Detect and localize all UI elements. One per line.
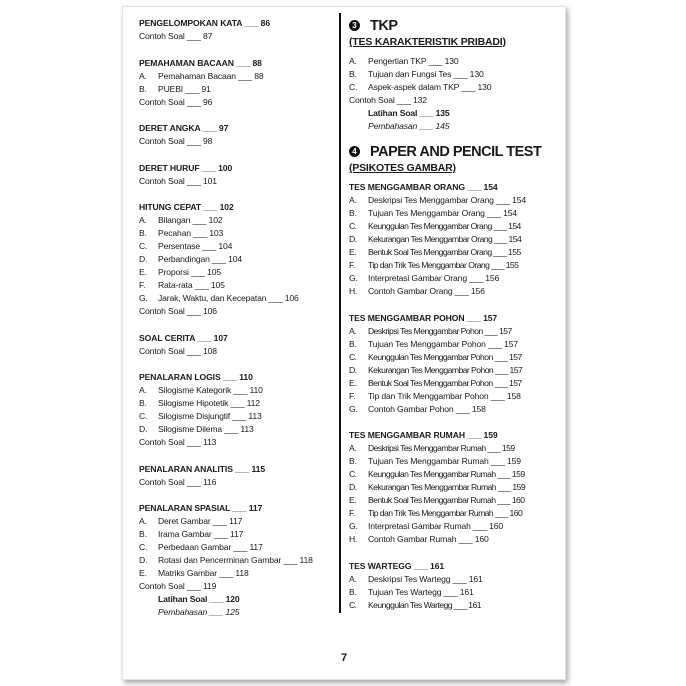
entry-letter: E. (349, 247, 357, 257)
entry-letter: B. (349, 456, 357, 466)
toc-entry (349, 468, 559, 481)
entry-text: Silogisme Dilema ___ 113 (158, 424, 254, 434)
toc-entry (139, 227, 329, 240)
toc-entry (349, 285, 559, 298)
entry-letter: C. (349, 469, 357, 479)
entry-text: Perbandingan ___ 104 (158, 254, 242, 264)
toc-entry (349, 220, 559, 233)
toc-entry (349, 403, 559, 416)
section-title: DERET ANGKA ___ 97 (139, 123, 229, 133)
toc-entry (349, 586, 559, 599)
entry-letter: A. (349, 443, 357, 453)
entry-letter: B. (139, 228, 147, 238)
entry-text: Keunggulan Tes Menggambar Pohon ___ 157 (368, 351, 522, 362)
entry-text: Bentuk Soal Tes Menggambar Orang ___ 155 (368, 247, 521, 257)
toc-section (349, 560, 559, 612)
entry-text: Kekurangan Tes Menggambar Rumah ___ 159 (368, 482, 526, 492)
chapter-3 (349, 17, 559, 133)
toc-entry (349, 533, 559, 546)
toc-entry (139, 83, 329, 96)
section-title: TES MENGGAMBAR POHON ___ 157 (349, 312, 498, 323)
toc-section (139, 201, 329, 318)
toc-section (349, 312, 559, 416)
chapter-4-sections (349, 181, 559, 612)
entry-text: Tujuan Tes Menggambar Orang ___ 154 (368, 208, 518, 218)
column-divider (339, 13, 341, 613)
entry-letter: G. (349, 273, 358, 283)
entry-letter: A. (349, 195, 357, 205)
entry-text: Pemahaman Bacaan ___ 88 (158, 70, 264, 81)
toc-entry (139, 240, 329, 253)
toc-section (139, 332, 329, 358)
chapter-4-subtitle: (PSIKOTES GAMBAR) (349, 162, 456, 174)
toc-section (349, 181, 559, 298)
entry-text: Keunggulan Tes Menggambar Rumah ___ 159 (368, 469, 525, 479)
entry-text: Deskripsi Tes Menggambar Pohon ___ 157 (368, 325, 512, 336)
entry-text: Contoh Soal ___ 106 (139, 306, 217, 316)
entry-text: Contoh Soal ___ 101 (139, 175, 217, 186)
entry-letter: D. (139, 555, 148, 565)
entry-letter: B. (349, 338, 357, 349)
discussion-entry: Pembahasan ___ 145 (368, 121, 450, 131)
toc-entry (139, 30, 329, 43)
entry-letter: C. (139, 411, 148, 421)
toc-section (139, 57, 329, 109)
entry-text: Tip dan Trik Tes Menggambar Orang ___ 155 (368, 260, 519, 270)
toc-entry (349, 94, 559, 107)
toc-entry (349, 233, 559, 246)
section-title: PEMAHAMAN BACAAN ___ 88 (139, 57, 262, 68)
entry-text: Perbedaan Gambar ___ 117 (158, 542, 263, 552)
discussion-entry: Pembahasan ___ 125 (158, 607, 240, 617)
exercise-entry: Latihan Soal ___ 135 (368, 108, 450, 118)
entry-letter: H. (349, 534, 358, 544)
entry-text: Tip dan Trik Menggambar Pohon ___ 158 (368, 390, 521, 401)
entry-text: Contoh Soal ___ 116 (139, 476, 217, 487)
toc-entry (349, 573, 559, 586)
entry-letter: B. (139, 529, 147, 539)
entry-letter: E. (139, 267, 147, 277)
chapter-number-badge: 3 (349, 20, 360, 31)
toc-entry (349, 520, 559, 533)
entry-letter: A. (139, 516, 147, 526)
entry-text: Tujuan Tes Menggambar Pohon ___ 157 (368, 338, 519, 349)
entry-letter: A. (349, 573, 357, 584)
entry-letter: A. (139, 215, 147, 225)
toc-entry (139, 96, 329, 109)
toc-entry (349, 246, 559, 259)
toc-section (139, 122, 329, 148)
toc-entry (349, 325, 559, 338)
toc-entry (139, 214, 329, 227)
toc-entry (349, 207, 559, 220)
toc-entry (139, 266, 329, 279)
entry-letter: B. (349, 69, 357, 79)
toc-entry (139, 384, 329, 397)
toc-entry (139, 515, 329, 528)
section-title: TES MENGGAMBAR ORANG ___ 154 (349, 182, 498, 192)
toc-entry (139, 410, 329, 423)
entry-text: Jarak, Waktu, dan Kecepatan ___ 106 (158, 293, 299, 303)
toc-entry (349, 377, 559, 390)
toc-entry (139, 528, 329, 541)
entry-letter: D. (139, 254, 148, 264)
entry-letter: D. (349, 364, 357, 375)
toc-entry (139, 423, 329, 436)
toc-entry (349, 494, 559, 507)
entry-text: Interpretasi Gambar Orang ___ 156 (368, 273, 500, 283)
entry-letter: C. (349, 221, 357, 231)
entry-letter: B. (139, 398, 147, 408)
entry-text: Contoh Soal ___ 113 (139, 437, 217, 447)
entry-text: Pengertian TKP ___ 130 (368, 56, 459, 66)
entry-text: Deskripsi Tes Menggambar Rumah ___ 159 (368, 443, 515, 453)
toc-entry (349, 390, 559, 403)
toc-entry (349, 259, 559, 272)
entry-letter: B. (349, 208, 357, 218)
entry-text: Contoh Gambar Pohon ___ 158 (368, 403, 486, 414)
entry-text: Kekurangan Tes Menggambar Orang ___ 154 (368, 234, 522, 244)
toc-entry (139, 345, 329, 358)
page-number: 7 (340, 652, 348, 664)
toc-section (139, 502, 329, 619)
entry-letter: E. (139, 568, 147, 578)
entry-letter: E. (349, 377, 357, 388)
toc-entry (349, 194, 559, 207)
toc-entry (139, 567, 329, 580)
toc-entry (349, 55, 559, 68)
section-title: HITUNG CEPAT ___ 102 (139, 202, 234, 212)
entry-letter: B. (139, 83, 147, 94)
toc-entry (139, 476, 329, 489)
chapter-3-title: 3 TKP (349, 17, 559, 35)
entry-letter: A. (139, 70, 147, 81)
entry-letter: A. (349, 325, 357, 336)
entry-text: Pecahan ___ 103 (158, 228, 224, 238)
entry-letter: F. (349, 508, 355, 518)
entry-letter: D. (349, 234, 357, 244)
toc-section (139, 463, 329, 489)
entry-text: Deret Gambar ___ 117 (158, 516, 243, 526)
toc-entry (139, 70, 329, 83)
section-title: PENGELOMPOKAN KATA ___ 86 (139, 18, 271, 28)
toc-entry (349, 351, 559, 364)
entry-text: Tujuan dan Fungsi Tes ___ 130 (368, 69, 484, 79)
entry-text: Proporsi ___ 105 (158, 267, 222, 277)
entry-letter: F. (349, 260, 355, 270)
entry-letter: C. (139, 542, 148, 552)
entry-text: Matriks Gambar ___ 118 (158, 568, 249, 578)
entry-text: Bentuk Soal Tes Menggambar Rumah ___ 160 (368, 495, 525, 505)
entry-text: Persentase ___ 104 (158, 241, 233, 251)
entry-letter: G. (349, 521, 358, 531)
entry-text: Bilangan ___ 102 (158, 215, 223, 225)
entry-text: Aspek-aspek dalam TKP ___ 130 (368, 82, 492, 92)
chapter-4-title: 4 PAPER AND PENCIL TEST (349, 143, 559, 161)
toc-entry (139, 436, 329, 449)
toc-entry (349, 442, 559, 455)
entry-text: Tip dan Trik Tes Menggambar Rumah ___ 160 (368, 508, 523, 518)
chapter-3-entries (349, 55, 559, 133)
book-page (122, 6, 566, 680)
entry-text: Rotasi dan Pencerminan Gambar ___ 118 (158, 555, 313, 565)
entry-letter: G. (139, 293, 148, 303)
exercise-entry: Latihan Soal ___ 120 (158, 594, 240, 604)
toc-entry (349, 338, 559, 351)
toc-entry (349, 364, 559, 377)
entry-text: Contoh Soal ___ 132 (349, 95, 427, 105)
toc-entry (349, 455, 559, 468)
entry-text: Bentuk Soal Tes Menggambar Pohon ___ 157 (368, 377, 522, 388)
entry-letter: C. (139, 241, 148, 251)
entry-text: Rata-rata ___ 105 (158, 280, 225, 290)
entry-text: Contoh Soal ___ 98 (139, 136, 213, 146)
entry-letter: A. (349, 56, 357, 66)
section-title: PENALARAN ANALITIS ___ 115 (139, 463, 266, 474)
entry-letter: D. (349, 482, 357, 492)
entry-letter: D. (139, 424, 148, 434)
entry-text: Contoh Soal ___ 108 (139, 345, 217, 356)
entry-letter: H. (349, 286, 358, 296)
toc-section (349, 429, 559, 546)
toc-entry (349, 507, 559, 520)
entry-letter: C. (349, 599, 357, 610)
entry-text: Silogisme Hipotetik ___ 112 (158, 398, 260, 408)
section-title: SOAL CERITA ___ 107 (139, 332, 228, 343)
toc-entry (349, 481, 559, 494)
toc-entry (139, 292, 329, 305)
entry-text: Tujuan Tes Menggambar Rumah ___ 159 (368, 456, 521, 466)
section-title: TES WARTEGG ___ 161 (349, 560, 445, 571)
section-title: TES MENGGAMBAR RUMAH ___ 159 (349, 430, 498, 440)
entry-text: Kekurangan Tes Menggambar Pohon ___ 157 (368, 364, 523, 375)
toc-entry (139, 580, 329, 593)
entry-text: Contoh Gambar Rumah ___ 160 (368, 534, 489, 544)
entry-text: Contoh Soal ___ 87 (139, 31, 213, 41)
entry-letter: B. (349, 586, 357, 597)
entry-text: Silogisme Disjungtif ___ 113 (158, 411, 262, 421)
entry-text: Irama Gambar ___ 117 (158, 529, 244, 539)
toc-entry (139, 541, 329, 554)
entry-text: Interpretasi Gambar Rumah ___ 160 (368, 521, 504, 531)
section-title: PENALARAN LOGIS ___ 110 (139, 372, 253, 382)
chapter-number-badge: 4 (349, 146, 360, 157)
toc-entry (139, 135, 329, 148)
toc-entry (139, 554, 329, 567)
entry-text: Deskripsi Tes Menggambar Orang ___ 154 (368, 195, 526, 205)
entry-text: Contoh Gambar Orang ___ 156 (368, 286, 485, 296)
entry-letter: F. (139, 280, 146, 290)
section-title: PENALARAN SPASIAL ___ 117 (139, 503, 263, 513)
entry-letter: A. (139, 385, 147, 395)
entry-text: Silogisme Kategorik ___ 110 (158, 385, 263, 395)
chapter-3-subtitle: (TES KARAKTERISTIK PRIBADI) (349, 36, 506, 48)
left-column (139, 17, 329, 633)
toc-entry (349, 68, 559, 81)
entry-letter: C. (349, 351, 357, 362)
toc-section (139, 17, 329, 43)
entry-text: Contoh Soal ___ 119 (139, 581, 217, 591)
toc-entry (139, 253, 329, 266)
entry-text: Keunggulan Tes Wartegg ___ 161 (368, 599, 481, 610)
toc-entry (139, 305, 329, 318)
section-title: DERET HURUF ___ 100 (139, 162, 233, 173)
entry-letter: C. (349, 82, 358, 92)
chapter-4 (349, 143, 559, 612)
right-column (349, 17, 559, 625)
toc-entry (139, 279, 329, 292)
toc-entry (349, 81, 559, 94)
entry-letter: G. (349, 403, 358, 414)
entry-text: Keunggulan Tes Menggambar Orang ___ 154 (368, 221, 521, 231)
entry-letter: F. (349, 390, 356, 401)
toc-entry (349, 272, 559, 285)
toc-entry (139, 175, 329, 188)
toc-section (139, 371, 329, 449)
toc-entry (139, 397, 329, 410)
entry-letter: E. (349, 495, 357, 505)
entry-text: PUEBI ___ 91 (158, 83, 211, 94)
toc-section (139, 162, 329, 188)
entry-text: Contoh Soal ___ 96 (139, 96, 213, 107)
toc-entry (349, 599, 559, 612)
entry-text: Deskripsi Tes Wartegg ___ 161 (368, 573, 483, 584)
entry-text: Tujuan Tes Wartegg ___ 161 (368, 586, 474, 597)
